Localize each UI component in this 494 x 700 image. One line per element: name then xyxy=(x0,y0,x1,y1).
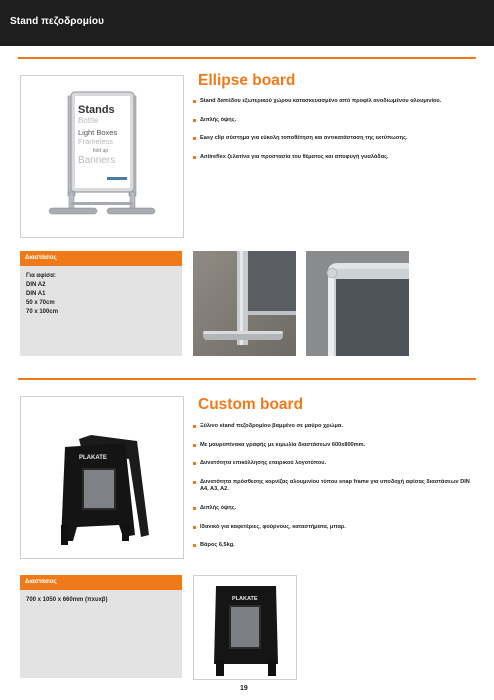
dimensions-panel xyxy=(20,266,182,356)
dimensions-line: DIN A1 xyxy=(26,291,46,297)
feature-item: Antireflex ζελατίνα για προστασία του θέματος και αποφυγή γυαλάδας. xyxy=(193,154,478,162)
section-divider-top xyxy=(18,57,476,59)
board-logo-text: PLAKATE xyxy=(232,596,258,602)
ellipse-board-title: Ellipse board xyxy=(198,72,296,89)
bullet-dot xyxy=(193,481,196,484)
feature-item: Δυνατότητα επικόλλησης εταιρικού λογοτύπου. xyxy=(193,460,478,468)
page-number: 19 xyxy=(240,685,248,692)
ellipse-board-illustration xyxy=(21,76,183,237)
bullet-dot xyxy=(193,425,196,428)
bullet-dot xyxy=(193,156,196,159)
feature-item: Ιδανικό για καφετέριες, φούρνους, καταστήματα, μπαρ. xyxy=(193,524,478,532)
section-divider-middle xyxy=(18,378,476,380)
feature-item: Easy clip σύστημα για εύκολη τοποθέτηση και αντικατάσταση της εκτύπωσης. xyxy=(193,135,478,143)
bullet-dot xyxy=(193,137,196,140)
custom-board-image xyxy=(20,396,184,559)
custom-board-features xyxy=(193,423,478,561)
poster-text-banners: Banners xyxy=(78,155,116,166)
poster-text-stands: Stands xyxy=(78,104,115,116)
ellipse-board-detail-photo-2 xyxy=(306,251,409,356)
dimensions-panel xyxy=(20,590,182,678)
poster-text-foldup: fold up xyxy=(93,148,109,154)
bullet-dot xyxy=(193,100,196,103)
feature-item: Δυνατότητα πρόσθεσης κορνίζας αλουμινίου τύπου snap frame για υποδοχή αφίσας διαστάσεων DIN A4, A3, A2. xyxy=(193,479,478,494)
ellipse-board-image xyxy=(20,75,184,238)
bullet-dot xyxy=(193,462,196,465)
custom-board-photo-illustration xyxy=(194,576,296,679)
poster-text-lightboxes: Light Boxes xyxy=(78,128,118,137)
feature-item: Με μαυροπίνακα γραφής με κιμωλία διαστάσεων 600x800mm. xyxy=(193,442,478,450)
bullet-dot xyxy=(193,507,196,510)
custom-board-illustration xyxy=(21,397,183,558)
custom-board-photo-2 xyxy=(193,575,297,680)
section-title: Stand πεζοδρομίου xyxy=(10,16,104,27)
dimensions-header: Διαστάσεις xyxy=(20,251,182,266)
feature-item: Ξύλινο stand πεζοδρομίου βαμμένο σε μαύρο χρώμα. xyxy=(193,423,478,431)
dimensions-line: 70 x 100cm xyxy=(26,309,59,315)
dimensions-line: 700 x 1050 x 660mm (πxυxβ) xyxy=(26,597,108,603)
dimensions-line: Για αφίσα: xyxy=(26,273,56,279)
detail-photo-illustration xyxy=(193,251,296,356)
bullet-dot xyxy=(193,444,196,447)
feature-item: Stand δαπέδου εξωτερικού χώρου κατασκευασμένο από προφίλ ανοδιωμένου αλουμινίου. xyxy=(193,98,478,106)
ellipse-board-detail-photo-1 xyxy=(193,251,296,356)
dimensions-line: 50 x 70cm xyxy=(26,300,55,306)
poster-text-bottle: Bottle xyxy=(78,116,99,125)
feature-item: Διπλής όψης. xyxy=(193,505,478,513)
bullet-dot xyxy=(193,119,196,122)
dimensions-header: Διαστάσεις xyxy=(20,575,182,590)
bullet-dot xyxy=(193,544,196,547)
poster-text-frameless: Frameless xyxy=(78,137,114,146)
bullet-dot xyxy=(193,526,196,529)
feature-item: Διπλής όψης. xyxy=(193,117,478,125)
feature-item: Βάρος 6,5kg. xyxy=(193,542,478,550)
ellipse-board-features xyxy=(193,98,478,172)
detail-photo-illustration xyxy=(306,251,409,356)
board-logo-text: PLAKATE xyxy=(79,455,107,461)
custom-board-title: Custom board xyxy=(198,396,304,413)
dimensions-line: DIN A2 xyxy=(26,282,46,288)
